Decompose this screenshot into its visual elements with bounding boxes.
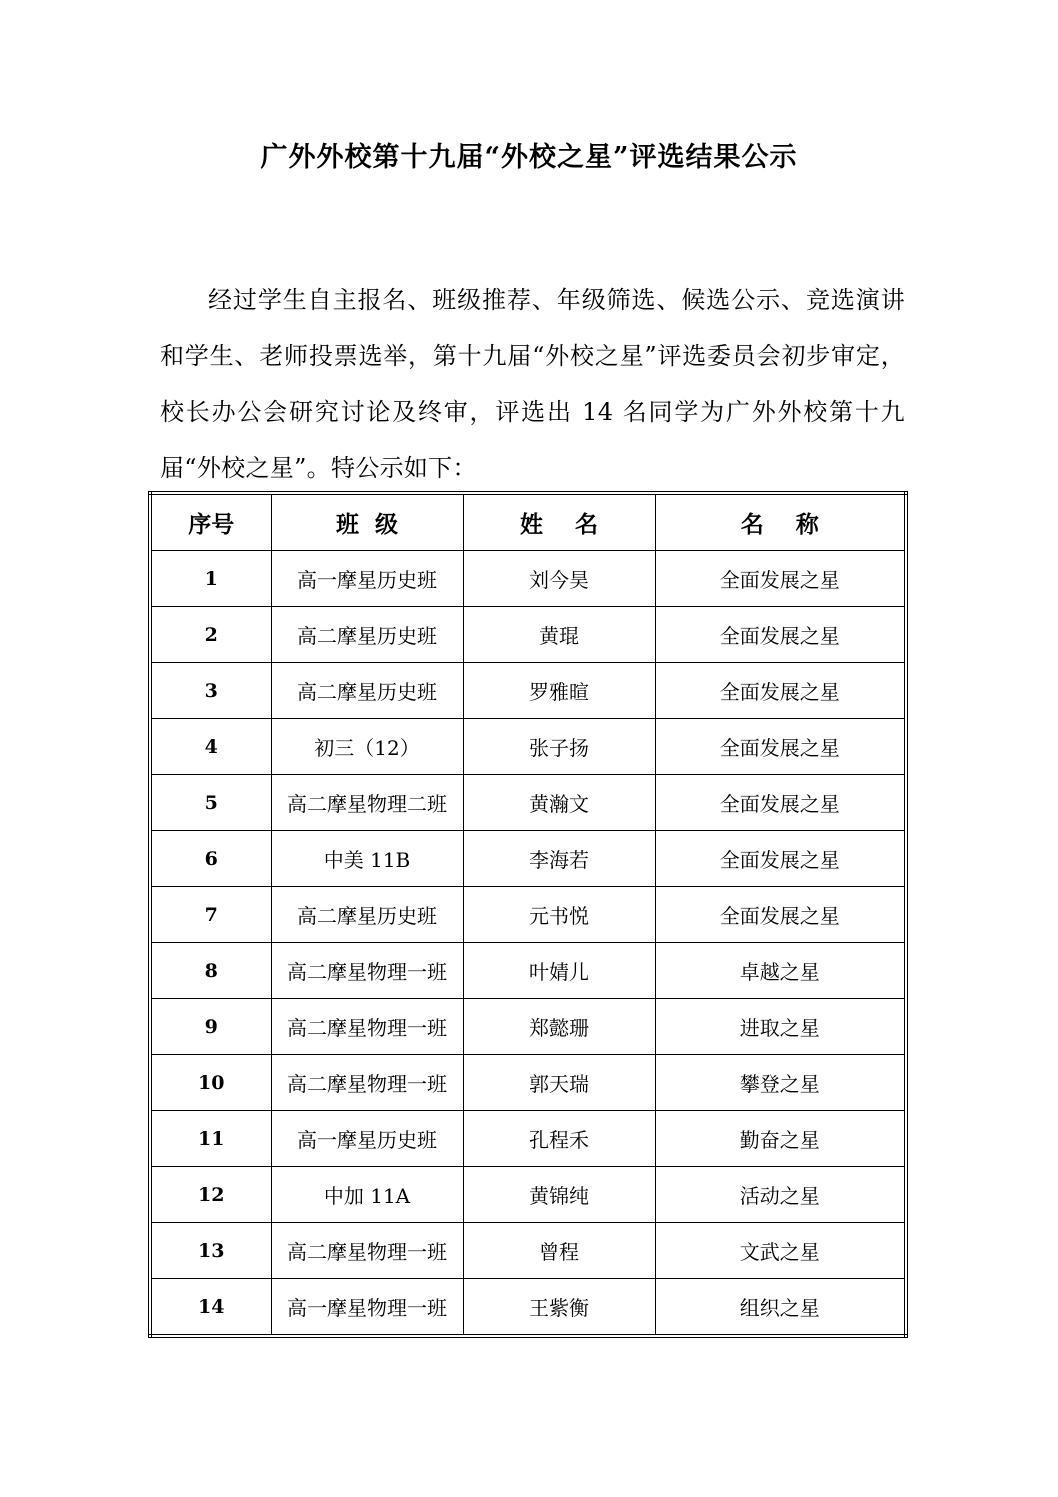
table-row	[150, 663, 906, 719]
table-row	[150, 1111, 906, 1167]
cell-name: 郑懿珊	[463, 999, 655, 1055]
cell-no: 9	[150, 999, 271, 1055]
table-row	[150, 1055, 906, 1111]
cell-class: 高二摩星物理一班	[271, 1223, 463, 1279]
table-row	[150, 775, 906, 831]
cell-no: 2	[150, 607, 271, 663]
table-row	[150, 999, 906, 1055]
header-class: 班 级	[271, 493, 463, 551]
cell-title: 全面发展之星	[655, 663, 906, 719]
cell-title: 攀登之星	[655, 1055, 906, 1111]
cell-class: 高一摩星历史班	[271, 551, 463, 607]
cell-name: 黄琨	[463, 607, 655, 663]
cell-title: 卓越之星	[655, 943, 906, 999]
cell-class: 中美 11B	[271, 831, 463, 887]
cell-name: 郭天瑞	[463, 1055, 655, 1111]
cell-no: 6	[150, 831, 271, 887]
cell-no: 11	[150, 1111, 271, 1167]
cell-title: 全面发展之星	[655, 607, 906, 663]
cell-class: 高二摩星历史班	[271, 663, 463, 719]
cell-name: 李海若	[463, 831, 655, 887]
cell-name: 王紫衡	[463, 1279, 655, 1337]
cell-name: 刘今昊	[463, 551, 655, 607]
intro-paragraph: 经过学生自主报名、班级推荐、年级筛选、候选公示、竞选演讲和学生、老师投票选举，第十九届“外校之星”评选委员会初步审定，校长办公会研究讨论及终审，评选出 14 名同学为广外外校第十九届“外校之星”。特公示如下：	[160, 286, 905, 482]
cell-no: 4	[150, 719, 271, 775]
cell-name: 元书悦	[463, 887, 655, 943]
cell-no: 8	[150, 943, 271, 999]
cell-title: 全面发展之星	[655, 551, 906, 607]
table-row	[150, 551, 906, 607]
cell-no: 14	[150, 1279, 271, 1337]
cell-class: 高二摩星历史班	[271, 607, 463, 663]
cell-name: 孔程禾	[463, 1111, 655, 1167]
table-header-row	[150, 493, 906, 551]
cell-no: 3	[150, 663, 271, 719]
cell-no: 13	[150, 1223, 271, 1279]
cell-name: 曾程	[463, 1223, 655, 1279]
table-row	[150, 831, 906, 887]
cell-name: 张子扬	[463, 719, 655, 775]
table-row	[150, 719, 906, 775]
cell-name: 黄锦纯	[463, 1167, 655, 1223]
cell-title: 进取之星	[655, 999, 906, 1055]
table-body	[150, 551, 906, 1337]
cell-class: 中加 11A	[271, 1167, 463, 1223]
table-row	[150, 887, 906, 943]
cell-name: 黄瀚文	[463, 775, 655, 831]
cell-class: 高二摩星物理二班	[271, 775, 463, 831]
cell-title: 全面发展之星	[655, 831, 906, 887]
cell-class: 高二摩星物理一班	[271, 999, 463, 1055]
header-name: 姓 名	[463, 493, 655, 551]
cell-title: 全面发展之星	[655, 719, 906, 775]
cell-title: 组织之星	[655, 1279, 906, 1337]
table-row	[150, 1167, 906, 1223]
results-table	[148, 491, 908, 1338]
cell-no: 5	[150, 775, 271, 831]
table-row	[150, 943, 906, 999]
table-row	[150, 607, 906, 663]
header-no: 序号	[150, 493, 271, 551]
cell-title: 文武之星	[655, 1223, 906, 1279]
table-row	[150, 1279, 906, 1337]
cell-title: 全面发展之星	[655, 775, 906, 831]
cell-no: 1	[150, 551, 271, 607]
cell-class: 高二摩星历史班	[271, 887, 463, 943]
cell-title: 活动之星	[655, 1167, 906, 1223]
cell-class: 初三（12）	[271, 719, 463, 775]
cell-no: 7	[150, 887, 271, 943]
cell-class: 高一摩星历史班	[271, 1111, 463, 1167]
page-title: 广外外校第十九届“外校之星”评选结果公示	[260, 142, 798, 173]
table-row	[150, 1223, 906, 1279]
cell-name: 罗雅暄	[463, 663, 655, 719]
cell-no: 10	[150, 1055, 271, 1111]
cell-title: 全面发展之星	[655, 887, 906, 943]
header-title: 名 称	[655, 493, 906, 551]
cell-class: 高二摩星物理一班	[271, 943, 463, 999]
cell-name: 叶婧儿	[463, 943, 655, 999]
cell-title: 勤奋之星	[655, 1111, 906, 1167]
cell-class: 高二摩星物理一班	[271, 1055, 463, 1111]
cell-no: 12	[150, 1167, 271, 1223]
cell-class: 高一摩星物理一班	[271, 1279, 463, 1337]
